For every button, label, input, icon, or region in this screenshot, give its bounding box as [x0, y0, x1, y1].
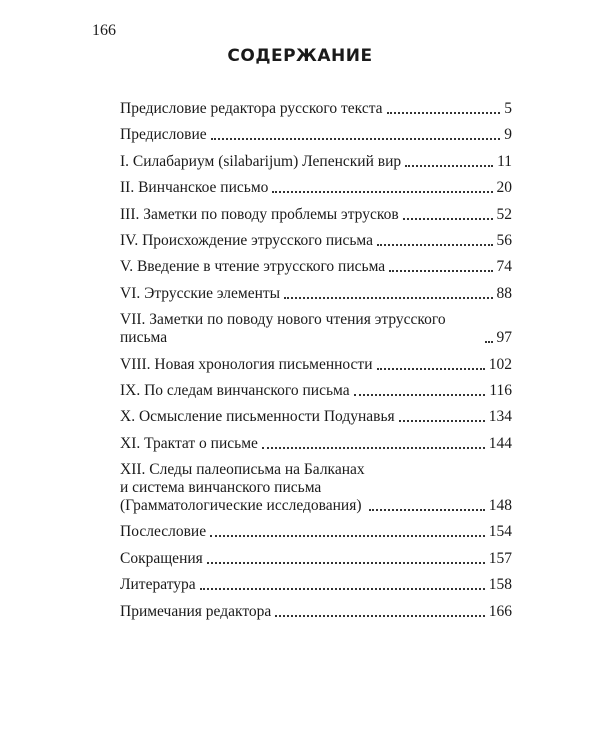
toc-entry-page: 134: [488, 408, 512, 426]
toc-entry-title: I. Силабариум (silabarijum) Лепенский вир: [120, 152, 402, 170]
toc-entry-title: Литература: [120, 576, 196, 594]
toc-entry-title: III. Заметки по поводу проблемы этрусков: [120, 205, 399, 223]
toc-entry: [120, 576, 512, 594]
toc-entry-title: Сокращения: [120, 549, 203, 567]
toc-entry-page: 97: [496, 329, 512, 347]
toc-entry-title: Послесловие: [120, 523, 207, 541]
toc-entry-page: 5: [504, 100, 512, 117]
toc-entry-title: XII. Следы палеописьма на Балканах и система винчанского письма (Грамматологические исследования): [120, 461, 365, 515]
toc-entry: [120, 435, 512, 453]
toc-entry: [120, 461, 512, 515]
dot-leader: [387, 112, 501, 114]
toc-entry: [120, 382, 512, 400]
dot-leader: [272, 191, 492, 193]
toc-entry-page: 52: [496, 205, 512, 223]
toc-entry-page: 144: [488, 434, 512, 452]
toc-entry: [120, 550, 512, 568]
dot-leader: [200, 588, 485, 590]
toc-entry-page: 20: [496, 179, 512, 197]
dot-leader: [389, 270, 492, 272]
toc-entry: [120, 179, 512, 197]
toc-entry: [120, 153, 512, 171]
toc-entry: [120, 408, 512, 426]
toc-entry-title: Предисловие: [120, 126, 207, 144]
dot-leader: [377, 244, 493, 246]
toc-entry-page: 9: [504, 126, 512, 144]
dot-leader: [369, 509, 485, 511]
toc-entry-title: II. Винчанское письмо: [120, 179, 269, 197]
toc-entry-title: VI. Этрусские элементы: [120, 284, 281, 302]
page-number: 166: [92, 22, 116, 39]
toc-entry-title: IV. Происхождение этрусского письма: [120, 231, 373, 249]
toc-entry: [120, 100, 512, 118]
toc-entry-page: 56: [496, 231, 512, 249]
toc-entry-page: 148: [488, 497, 512, 515]
dot-leader: [262, 447, 485, 449]
toc-entry-page: 116: [489, 381, 512, 399]
toc-entry-title: Примечания редактора: [120, 602, 272, 620]
toc-entry: [120, 285, 512, 303]
toc-entry: [120, 232, 512, 250]
toc-entry-page: 158: [488, 576, 512, 594]
toc-entry-title: V. Введение в чтение этрусского письма: [120, 258, 386, 276]
toc-entry: [120, 311, 512, 347]
toc-entry: [120, 603, 512, 621]
dot-leader: [485, 341, 493, 343]
toc-entry-title: VII. Заметки по поводу нового чтения этрусского письма: [120, 311, 446, 347]
toc-entry-title: XI. Трактат о письме: [120, 434, 258, 452]
dot-leader: [403, 218, 493, 220]
toc-entry: [120, 356, 512, 374]
dot-leader: [210, 535, 485, 537]
dot-leader: [354, 394, 486, 396]
toc-entry-page: 74: [496, 258, 512, 276]
dot-leader: [377, 368, 485, 370]
table-of-contents: [120, 100, 512, 629]
dot-leader: [207, 562, 485, 564]
toc-entry: [120, 523, 512, 541]
toc-entry-page: 154: [488, 523, 512, 541]
toc-entry-title: Предисловие редактора русского текста: [120, 100, 383, 117]
toc-entry-title: VIII. Новая хронология письменности: [120, 355, 373, 373]
toc-entry-page: 166: [488, 602, 512, 620]
toc-entry-title: IX. По следам винчанского письма: [120, 381, 350, 399]
toc-entry: [120, 258, 512, 276]
dot-leader: [211, 138, 501, 140]
dot-leader: [405, 165, 493, 167]
dot-leader: [275, 615, 484, 617]
toc-entry-page: 157: [488, 549, 512, 567]
toc-entry: [120, 206, 512, 224]
toc-entry-page: 102: [488, 355, 512, 373]
toc-entry-title: X. Осмысление письменности Подунавья: [120, 408, 395, 426]
toc-entry-page: 11: [497, 152, 512, 170]
toc-entry: [120, 126, 512, 144]
dot-leader: [284, 297, 492, 299]
page-title: СОДЕРЖАНИЕ: [227, 46, 373, 66]
dot-leader: [399, 420, 485, 422]
toc-entry-page: 88: [496, 284, 512, 302]
